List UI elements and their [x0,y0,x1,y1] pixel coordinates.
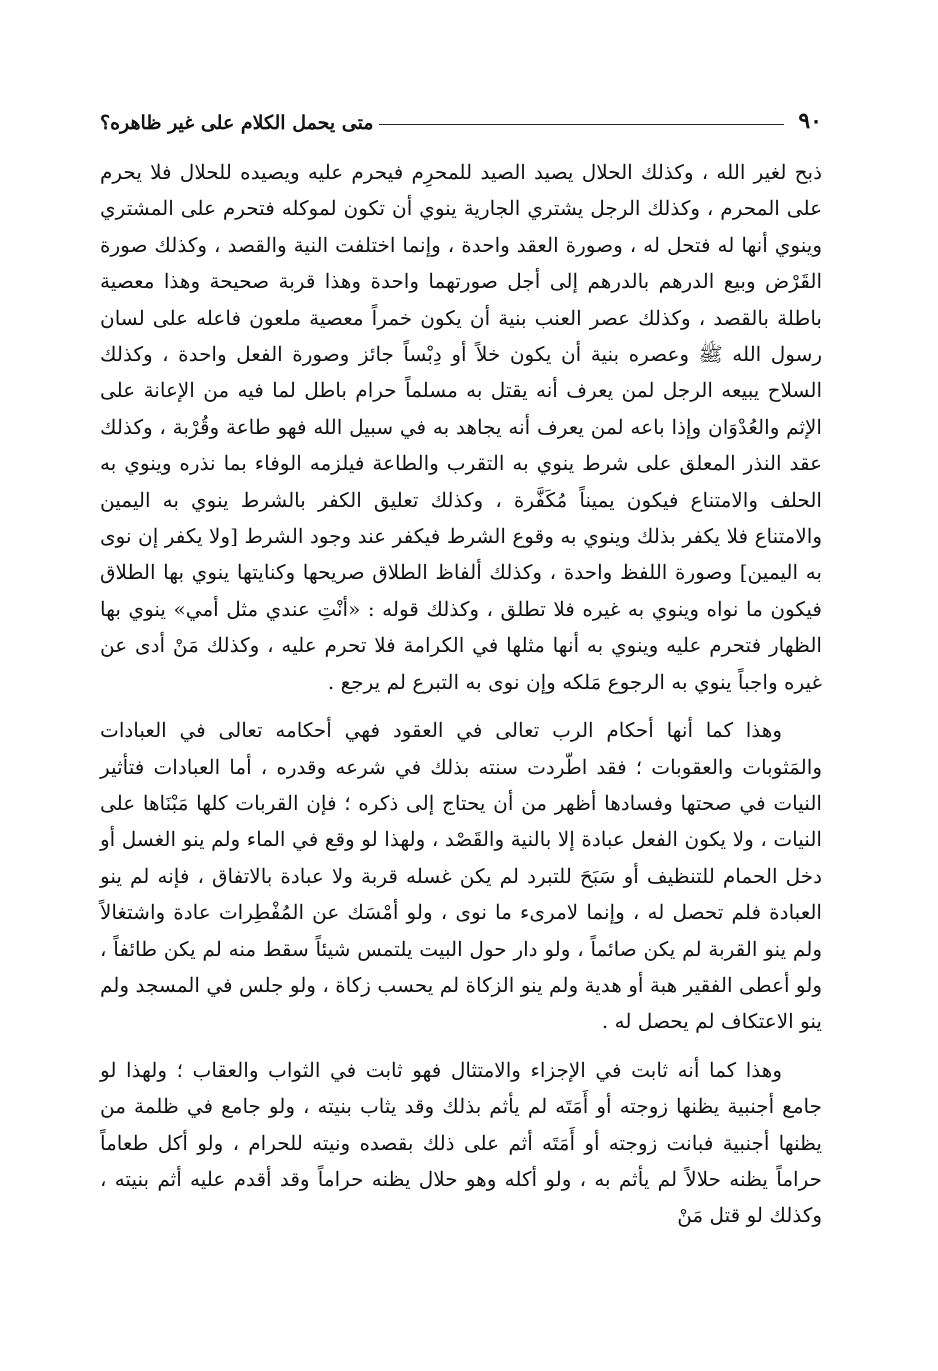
header-rule [379,124,784,125]
paragraph-3: وهذا كما أنه ثابت في الإجزاء والامتثال فهو ثابت في الثواب والعقاب ؛ ولهذا لو جامع أجنبية يظنها زوجته أو أَمَتَه لم يأثم بذلك وقد يثاب بنيته ، ولو جامع في ظلمة من يظنها أجنبية فبانت زوجته أو أَمَتَه أثم على ذلك بقصده ونيته للحرام ، ولو أكل طعاماً حراماً يظنه حلالاً لم يأثم به ، ولو أكله وهو حلال يظنه حراماً وقد أقدم عليه أثم بنيته ، وكذلك لو قتل مَنْ [100,1057,822,1228]
page-header [100,100,822,134]
paragraph-2: وهذا كما أنها أحكام الرب تعالى في العقود فهي أحكامه تعالى في العبادات والمَثوبات والعقوبات ؛ فقد اطّردت سنته بذلك في شرعه وقدره ، أما العبادات فتأثير النيات في صحتها وفسادها أظهر من أن يحتاج إلى ذكره ؛ فإن القربات كلها مَبْنَاها على النيات ، ولا يكون الفعل عبادة إلا بالنية والقَصْد ، ولهذا لو وقع في الماء ولم ينو الغسل أو دخل الحمام للتنظيف أو سَبَحَ للتبرد لم يكن غسله قربة ولا عبادة بالاتفاق ، فإنه لم ينو العبادة فلم تحصل له ، وإنما لامرىء ما نوى ، ولو أمْسَك عن المُفْطِرات عادة واشتغالاً ولم ينو القربة لم يكن صائماً ، ولو دار حول البيت يلتمس شيئاً سقط منه لم يكن طائفاً ، ولو أعطى الفقير هبة أو هدية ولم ينو الزكاة لم يحسب زكاة ، ولو جلس في المسجد ولم ينو الاعتكاف لم يحصل له . [100,718,822,1034]
running-title: متى يحمل الكلام على غير ظاهره؟ [100,112,374,134]
paragraph-1: ذبح لغير الله ، وكذلك الحلال يصيد الصيد للمحرِم فيحرم عليه ويصيده للحلال فلا يحرم على المحرم ، وكذلك الرجل يشتري الجارية ينوي أن تكون لموكله فتحرم على المشتري وينوي أنها له فتحل له ، وصورة العقد واحدة ، وإنما اختلفت النية والقصد ، وكذلك صورة القَرْض وبيع الدرهم بالدرهم إلى أجل صورتهما واحدة وهذا قربة صحيحة وهذا معصية باطلة بالقصد ، وكذلك عصر العنب بنية أن يكون خمراً معصية ملعون فاعله على لسان رسول الله ﷺ وعصره بنية أن يكون خلاً أو دِبْساً جائز وصورة الفعل واحدة ، وكذلك السلاح يبيعه الرجل لمن يعرف أنه يقتل به مسلماً حرام باطل لما فيه من الإعانة على الإثم والعُدْوَان وإذا باعه لمن يعرف أنه يجاهد به في سبيل الله فهو طاعة وقُرْبة ، وكذلك عقد النذر المعلق على شرط ينوي به التقرب والطاعة فيلزمه الوفاء بما نذره وينوي به الحلف والامتناع فيكون يميناً مُكَفَّرة ، وكذلك تعليق الكفر بالشرط ينوي به اليمين والامتناع فلا يكفر بذلك وينوي به وقوع الشرط فيكفر عند وجود الشرط [ولا يكفر إن نوى به اليمين] وصورة اللفظ واحدة ، وكذلك ألفاظ الطلاق صريحها وكنايتها ينوي بها الطلاق فيكون ما نواه وينوي به غيره فلا تطلق ، وكذلك قوله : «أنْتِ عندي مثل أمي» ينوي بها الظهار فتحرم عليه وينوي به أنها مثلها في الكرامة فلا تحرم عليه ، وكذلك مَنْ أدى عن غيره واجباً ينوي به الرجوع مَلكه وإن نوى به التبرع لم يرجع . [100,160,823,694]
page-number: ٩٠ [798,108,822,134]
body-text [100,154,822,1234]
book-page [100,100,822,1234]
